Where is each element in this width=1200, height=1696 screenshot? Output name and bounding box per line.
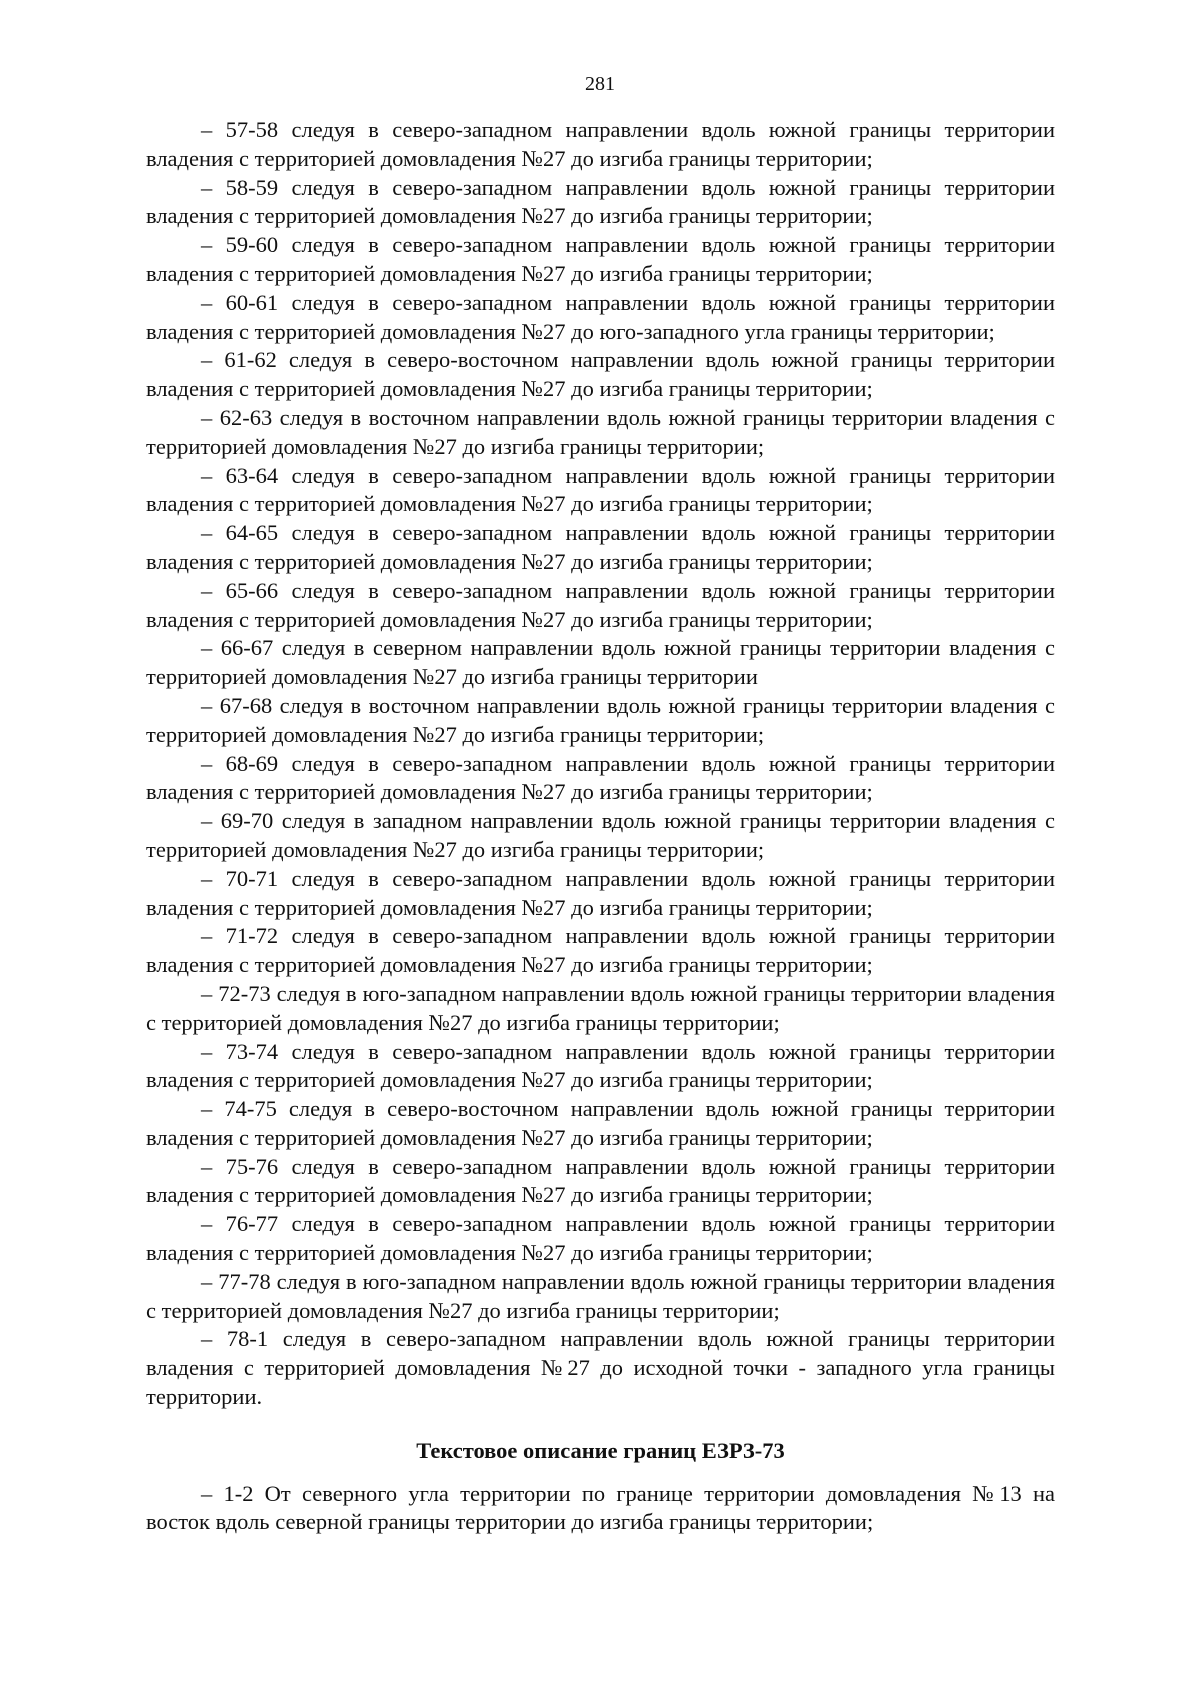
- section-heading: Текстовое описание границ ЕЗРЗ-73: [416, 1437, 785, 1463]
- boundary-description-list: [146, 116, 1055, 1412]
- document-body: [146, 116, 1055, 1537]
- boundary-segment-paragraph: – 57-58 следуя в северо-западном направлении вдоль южной границы территории владения с территорией домовладения №27 до изгиба границы территории;: [146, 117, 1055, 171]
- boundary-segment-paragraph: – 66-67 следуя в северном направлении вдоль южной границы территории владения с территорией домовладения №27 до изгиба границы территории: [146, 635, 1055, 690]
- boundary-segment-paragraph: – 72-73 следуя в юго-западном направлении вдоль южной границы территории владения с территорией домовладения №27 до изгиба границы территории;: [146, 980, 1055, 1035]
- boundary-segment-paragraph: – 75-76 следуя в северо-западном направлении вдоль южной границы территории владения с территорией домовладения №27 до изгиба границы территории;: [146, 1153, 1055, 1208]
- boundary-segment-paragraph: – 71-72 следуя в северо-западном направлении вдоль южной границы территории владения с территорией домовладения №27 до изгиба границы территории;: [146, 923, 1055, 978]
- boundary-segment-paragraph: – 67-68 следуя в восточном направлении вдоль южной границы территории владения с территорией домовладения №27 до изгиба границы территории;: [146, 692, 1055, 747]
- boundary-segment-paragraph: – 65-66 следуя в северо-западном направлении вдоль южной границы территории владения с территорией домовладения №27 до изгиба границы территории;: [146, 577, 1055, 632]
- boundary-segment-paragraph: – 74-75 следуя в северо-восточном направлении вдоль южной границы территории владения с территорией домовладения №27 до изгиба границы территории;: [146, 1096, 1055, 1150]
- boundary-segment-paragraph: – 69-70 следуя в западном направлении вдоль южной границы территории владения с территорией домовладения №27 до изгиба границы территории;: [146, 808, 1055, 862]
- boundary-segment-paragraph: – 60-61 следуя в северо-западном направлении вдоль южной границы территории владения с территорией домовладения №27 до юго-западного угла границы территории;: [146, 289, 1055, 344]
- boundary-segment-paragraph: – 73-74 следуя в северо-западном направлении вдоль южной границы территории владения с территорией домовладения №27 до изгиба границы территории;: [146, 1038, 1055, 1093]
- boundary-segment-paragraph: – 64-65 следуя в северо-западном направлении вдоль южной границы территории владения с территорией домовладения №27 до изгиба границы территории;: [146, 520, 1055, 574]
- ezrz-boundary-description-list: [146, 1480, 1055, 1538]
- boundary-segment-paragraph: – 63-64 следуя в северо-западном направлении вдоль южной границы территории владения с территорией домовладения №27 до изгиба границы территории;: [146, 462, 1055, 517]
- boundary-segment-paragraph: – 76-77 следуя в северо-западном направлении вдоль южной границы территории владения с территорией домовладения №27 до изгиба границы территории;: [146, 1211, 1055, 1266]
- boundary-segment-paragraph: – 77-78 следуя в юго-западном направлении вдоль южной границы территории владения с территорией домовладения №27 до изгиба границы территории;: [146, 1268, 1055, 1323]
- boundary-segment-paragraph: – 78-1 следуя в северо-западном направлении вдоль южной границы территории владения с территорией домовладения №27 до исходной точки - западного угла границы территории.: [146, 1326, 1055, 1410]
- boundary-segment-paragraph: – 61-62 следуя в северо-восточном направлении вдоль южной границы территории владения с территорией домовладения №27 до изгиба границы территории;: [146, 347, 1055, 402]
- boundary-segment-paragraph: – 70-71 следуя в северо-западном направлении вдоль южной границы территории владения с территорией домовладения №27 до изгиба границы территории;: [146, 865, 1055, 920]
- page-number: 281: [585, 73, 615, 95]
- boundary-segment-paragraph: – 68-69 следуя в северо-западном направлении вдоль южной границы территории владения с территорией домовладения №27 до изгиба границы территории;: [146, 750, 1055, 805]
- boundary-segment-paragraph: – 59-60 следуя в северо-западном направлении вдоль южной границы территории владения с территорией домовладения №27 до изгиба границы территории;: [146, 232, 1055, 286]
- boundary-segment-paragraph: – 62-63 следуя в восточном направлении вдоль южной границы территории владения с территорией домовладения №27 до изгиба границы территории;: [146, 404, 1055, 459]
- boundary-segment-paragraph: – 58-59 следуя в северо-западном направлении вдоль южной границы территории владения с территорией домовладения №27 до изгиба границы территории;: [146, 174, 1055, 229]
- boundary-segment-paragraph: – 1-2 От северного угла территории по границе территории домовладения №13 на восток вдоль северной границы территории до изгиба границы территории;: [146, 1480, 1055, 1535]
